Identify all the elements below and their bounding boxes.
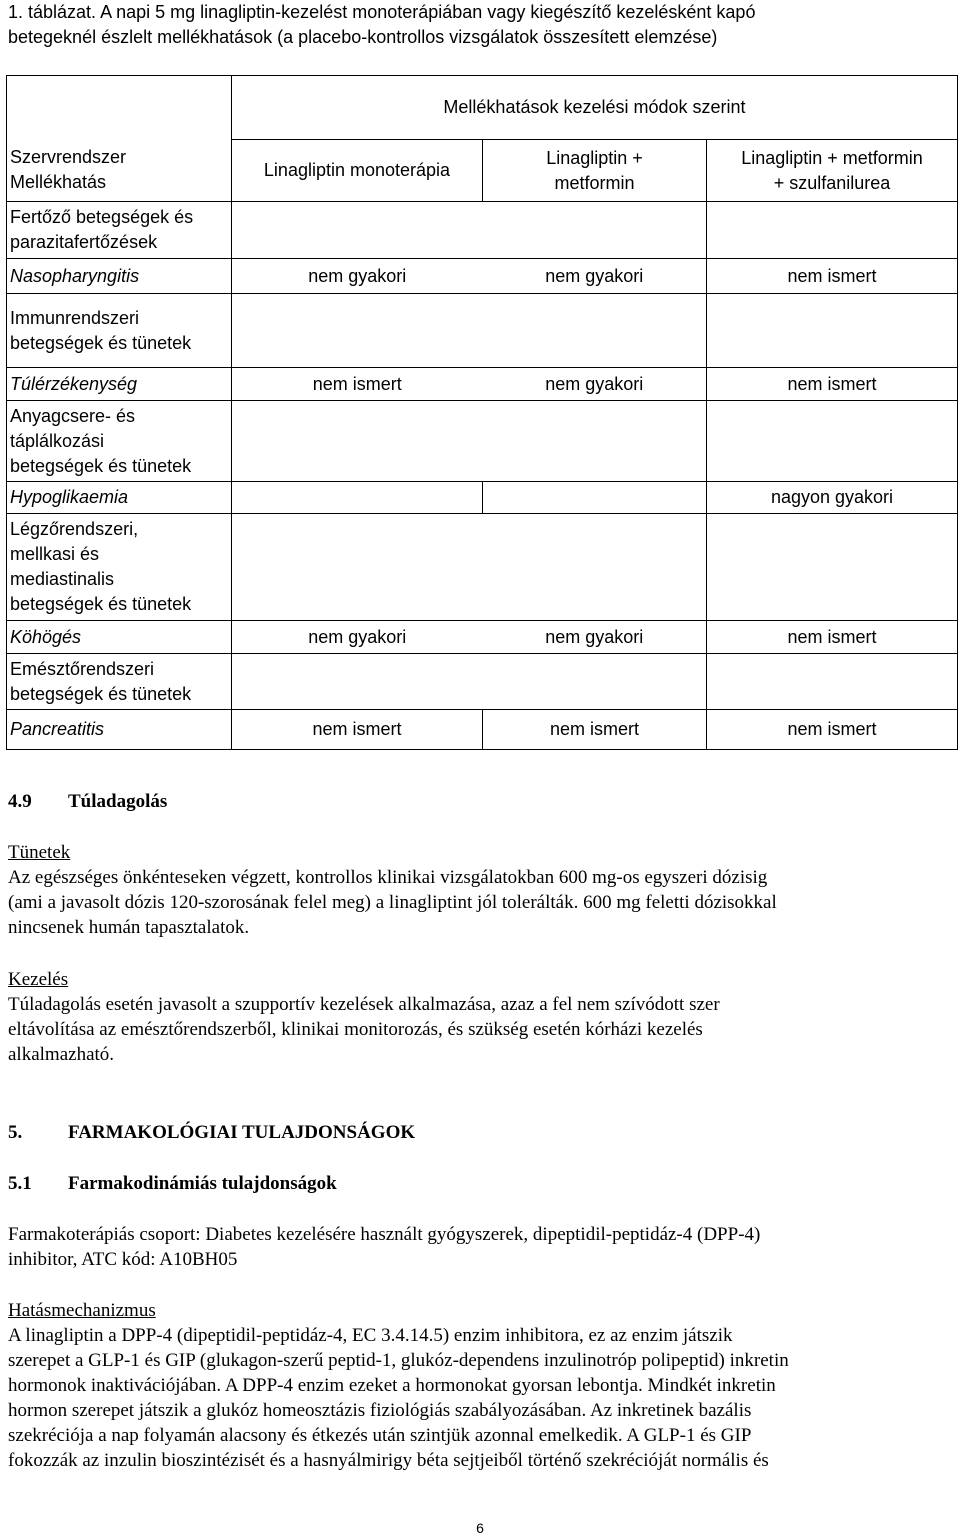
freq-metformin-su: nem ismert [707, 621, 958, 654]
section-heading-5: 5. FARMAKOLÓGIAI TULAJDONSÁGOK [8, 1122, 416, 1143]
table-row [7, 482, 958, 514]
freq-metformin: nem gyakori [483, 621, 707, 654]
section-heading-4-9: 4.9 Túladagolás [8, 791, 168, 812]
freq-metformin: nem ismert [483, 710, 707, 750]
caption-line: betegeknél észlelt mellékhatások (a placebo-kontrollos vizsgálatok összesített elemzése) [8, 27, 718, 47]
freq-monotherapy: nem ismert [232, 368, 483, 401]
mechanism-paragraph: Hatásmechanizmus A linagliptin a DPP-4 (dipeptidil-peptidáz-4, EC 3.4.14.5) enzim inhibitora, ez az enzim játszik szerepet a GLP-1 és GIP (glukagon-szerű peptid-1, glukóz-dependens inzulinotróp polipeptid) inkretin hormonok inaktivációjában. A DPP-4 enzim ezeket a hormonokat gyorsan lebontja. Mindkét inkretin hormon szerepet játszik a glukóz homeosztázis fiziológiás szabályozásában. Az inkretinek bazális szekréciója a nap folyamán alacsony és étkezés után szintjük azonnal emelkedik. A GLP-1 és GIP fokozzák az inzulin bioszintézisét és a hasnyálmirigy béta sejtjeiből történő szekrécióját normális és [8, 1298, 953, 1473]
freq-metformin-su: nem ismert [707, 368, 958, 401]
col0-header: Szervrendszer Mellékhatás [7, 140, 232, 202]
section-heading-5-1: 5.1 Farmakodinámiás tulajdonságok [8, 1173, 337, 1194]
col3-header: Linagliptin + metformin + szulfanilurea [707, 140, 958, 202]
table-header-row [7, 76, 958, 140]
table-row [7, 259, 958, 294]
soc-cell: Emésztőrendszeri betegségek és tünetek [7, 654, 232, 710]
table-header-row [7, 140, 958, 202]
mechanism-subheading: Hatásmechanizmus [8, 1300, 156, 1321]
soc-cell: Immunrendszeri betegségek és tünetek [7, 294, 232, 368]
soc-row [7, 202, 958, 259]
soc-row [7, 654, 958, 710]
soc-row [7, 514, 958, 621]
col2-header: Linagliptin + metformin [483, 140, 707, 202]
reaction-name: Túlérzékenység [7, 368, 232, 401]
reaction-name: Pancreatitis [7, 710, 232, 750]
freq-monotherapy: nem gyakori [232, 259, 483, 294]
symptoms-subheading: Tünetek [8, 842, 71, 863]
freq-metformin: nem gyakori [483, 259, 707, 294]
col1-header: Linagliptin monoterápia [232, 140, 483, 202]
caption-line: 1. táblázat. A napi 5 mg linagliptin-kezelést monoterápiában vagy kiegészítő kezelésként kapó [8, 2, 756, 22]
group-header-cell: Mellékhatások kezelési módok szerint [232, 76, 958, 140]
freq-metformin: nem gyakori [483, 368, 707, 401]
treatment-paragraph: Kezelés Túladagolás esetén javasolt a szupportív kezelések alkalmazása, azaz a fel nem szívódott szer eltávolítása az emésztőrendszerből, klinikai monitorozás, és szükség esetén kórházi kezelés alkalmazható. [8, 967, 953, 1067]
table-caption [8, 0, 948, 50]
soc-row [7, 294, 958, 368]
freq-monotherapy: nem gyakori [232, 621, 483, 654]
table-row [7, 621, 958, 654]
soc-cell: Légzőrendszeri, mellkasi és mediastinalis betegségek és tünetek [7, 514, 232, 621]
reaction-name: Köhögés [7, 621, 232, 654]
adverse-reactions-table [6, 75, 958, 750]
header-corner-cell [7, 76, 232, 140]
treatment-subheading: Kezelés [8, 969, 69, 990]
soc-cell: Anyagcsere- és táplálkozási betegségek és tünetek [7, 401, 232, 482]
freq-metformin-su: nem ismert [707, 259, 958, 294]
reaction-name: Hypoglikaemia [7, 482, 232, 514]
table-row [7, 710, 958, 750]
page-number: 6 [476, 1520, 484, 1536]
table-row [7, 368, 958, 401]
freq-monotherapy: nem ismert [232, 710, 483, 750]
freq-metformin-su: nem ismert [707, 710, 958, 750]
soc-row [7, 401, 958, 482]
symptoms-paragraph: Tünetek Az egészséges önkénteseken végzett, kontrollos klinikai vizsgálatokban 600 mg-os egyszeri dózisig (ami a javasolt dózis 120-szorosának felel meg) a linagliptint jól tolerálták. 600 mg feletti dózisokkal nincsenek humán tapasztalatok. [8, 840, 953, 940]
reaction-name: Nasopharyngitis [7, 259, 232, 294]
freq-metformin-su: nagyon gyakori [707, 482, 958, 514]
soc-cell: Fertőző betegségek és parazitafertőzések [7, 202, 232, 259]
pharmacotherapeutic-group-paragraph: Farmakoterápiás csoport: Diabetes kezelésére használt gyógyszerek, dipeptidil-peptidáz-4 (DPP-4) inhibitor, ATC kód: A10BH05 [8, 1224, 761, 1270]
